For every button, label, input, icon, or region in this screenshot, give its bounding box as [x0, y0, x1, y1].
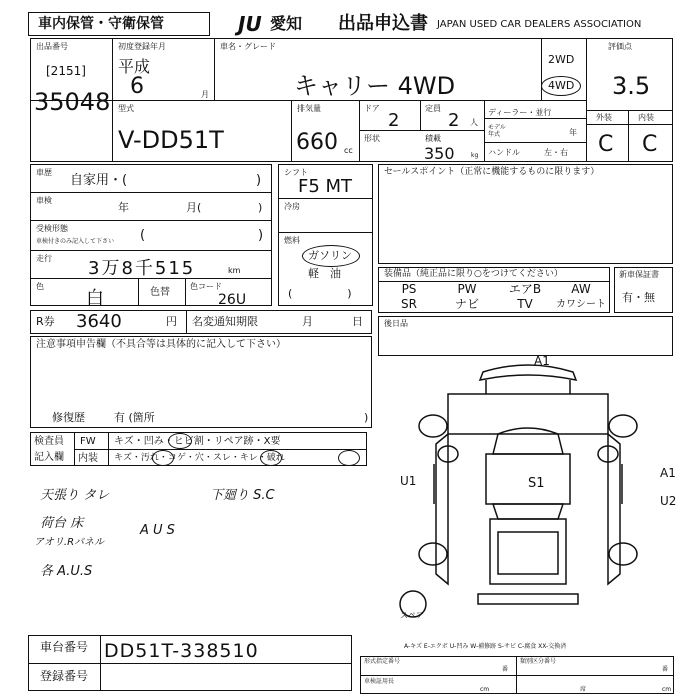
history-close: ) — [256, 173, 262, 188]
handle-label: ハンドル — [488, 148, 520, 157]
equip-aw: AW — [571, 282, 591, 296]
mark-center: S1 — [528, 476, 545, 491]
tax-day: 日 — [352, 315, 363, 328]
equip-ps: PS — [401, 282, 417, 296]
fuel-diesel: 軽 油 — [308, 267, 341, 280]
displacement-unit: cc — [344, 146, 353, 155]
capacity-value: 2 — [448, 110, 460, 131]
cert-cm-1: cm — [480, 686, 490, 693]
damage-legend: A-キズ E-エクボ U-凹み W-補修跡 S-サビ C-腐食 XX-交換済 — [404, 643, 567, 650]
note-gate: アオリ.Rパネル — [34, 537, 105, 548]
exterior-label: 外装 — [596, 113, 612, 122]
drive-4wd: 4WD — [548, 79, 575, 92]
first-reg-label: 初度登録年月 — [118, 42, 166, 51]
type-number-mark: 番 — [502, 666, 509, 673]
equip-leather-seat: カワシート — [556, 299, 606, 310]
mark-left: U1 — [400, 474, 417, 488]
mileage-value: 3万8千515 — [88, 258, 196, 279]
type-number-label: 形式指定番号 — [364, 658, 401, 665]
org-name: 愛知 — [270, 14, 303, 33]
inspection-form-open: ( — [140, 228, 146, 243]
car-name-label: 車名・グレード — [220, 42, 276, 51]
spare-label: スペア — [400, 611, 424, 620]
rating-value: 3.5 — [612, 72, 651, 100]
inspector-fw: FW — [80, 436, 96, 447]
interior-value: C — [642, 132, 658, 157]
inspection-close: ) — [258, 201, 263, 214]
dealer-label: ディーラー・並行 — [488, 108, 552, 117]
lot-number-label: 出品番号 — [36, 42, 68, 51]
inspector-row1: キズ・凹み・ヒビ割・リペア跡・X要 — [114, 436, 281, 447]
cert-length-label: 車検証用長 — [364, 678, 395, 685]
warranty-value: 有・無 — [622, 291, 655, 304]
capacity-unit: 人 — [470, 118, 478, 127]
exterior-value: C — [598, 132, 614, 157]
first-reg-month: 月 — [201, 90, 209, 99]
lot-bracket: [2151] — [46, 64, 86, 78]
rating-label: 評価点 — [608, 42, 632, 51]
cert-seat: 席 — [580, 686, 587, 693]
drive-4wd-circle — [541, 76, 581, 96]
fuel-other: ( ) — [288, 287, 352, 300]
note-aus: A U S — [140, 523, 175, 538]
inspection-year: 年 — [118, 201, 129, 214]
fuel-label: 燃料 — [284, 236, 300, 245]
form-title: 出品申込書 — [338, 13, 428, 34]
inspection-month: 月( — [186, 201, 202, 214]
equip-tv: TV — [517, 297, 533, 311]
history-value: 自家用・( — [70, 173, 128, 188]
model-year-suffix: 年 — [569, 128, 577, 137]
warranty-label: 新車保証書 — [619, 270, 659, 279]
inspector-label: 検査員 — [34, 436, 64, 447]
color-code-value: 26U — [218, 292, 247, 308]
drive-2wd: 2WD — [548, 53, 575, 66]
rear-box — [378, 316, 673, 356]
cert-cm-2: cm — [662, 686, 672, 693]
shift-label: シフト — [284, 168, 308, 177]
inspector-row2: キズ・汚れ・コゲ・穴・スレ・キレ・破れ — [114, 453, 285, 463]
recycle-value: 3640 — [76, 311, 122, 332]
repair-close: ) — [364, 411, 369, 424]
inspection-form-note: 車検付きのみ記入して下さい — [36, 238, 115, 245]
class-number-mark: 番 — [662, 666, 669, 673]
color-label: 色 — [36, 282, 44, 291]
class-number-label: 類別区分番号 — [520, 658, 557, 665]
load-value: 350 — [424, 144, 455, 163]
fuel-gasoline-circle — [302, 245, 360, 267]
load-label: 積載 — [425, 134, 441, 143]
ju-logo: JU — [238, 12, 262, 36]
mark-right-1: A1 — [660, 466, 676, 480]
repair-label: 修復歴 — [52, 411, 85, 424]
equip-pw: PW — [457, 282, 477, 296]
association-name: JAPAN USED CAR DEALERS ASSOCIATION — [437, 19, 642, 30]
history-label: 車歴 — [36, 168, 52, 177]
inspection-form-label: 受検形態 — [36, 224, 68, 233]
equipment-label: 装備品（純正品に限り○をつけてください） — [384, 269, 563, 279]
first-reg-year: 6 — [130, 74, 144, 99]
recycle-label: R券 — [36, 315, 55, 328]
notes-label: 注意事項申告欄（不具合等は具体的に記入して下さい） — [36, 339, 286, 350]
sales-point-box — [378, 164, 673, 264]
color-change-label: 色替 — [150, 287, 170, 298]
color-value: 白 — [86, 288, 104, 309]
inspector-label2: 記入欄 — [34, 452, 64, 463]
tax-label: 名変通知期限 — [192, 315, 258, 328]
mark-top: A1 — [534, 354, 550, 368]
tax-month: 月 — [302, 315, 313, 328]
shape-label: 形状 — [364, 134, 380, 143]
first-reg-era: 平成 — [118, 57, 151, 76]
dent-circle — [168, 433, 192, 449]
model-label: 型式 — [118, 104, 134, 113]
interior-label: 内装 — [638, 113, 654, 122]
sales-point-label: セールスポイント（正常に機能するものに限ります） — [384, 167, 600, 177]
car-name-value: キャリー 4WD — [294, 72, 456, 100]
displacement-value: 660 — [296, 130, 338, 155]
mileage-label: 走行 — [36, 254, 52, 263]
note-bed: 荷台 床 — [40, 516, 84, 531]
mileage-unit: km — [228, 266, 241, 275]
model-year-label: モデル年式 — [488, 124, 506, 138]
equip-sr: SR — [401, 297, 417, 311]
note-each: 各 A.U.S — [40, 564, 93, 579]
doors-value: 2 — [388, 110, 400, 131]
capacity-label: 定員 — [425, 104, 441, 113]
tear-circle — [338, 450, 360, 466]
rear-label: 後日品 — [384, 319, 408, 328]
handle-options: 左・右 — [544, 148, 568, 157]
inspection-label: 車検 — [36, 196, 52, 205]
fuel-gasoline: ガソリン — [308, 249, 352, 262]
storage-label: 車内保管・守衛保管 — [38, 16, 164, 32]
equip-airbag: エアB — [508, 282, 542, 296]
repair-value: 有 (箇所 — [114, 411, 155, 424]
equip-navi: ナビ — [454, 297, 479, 311]
doors-label: ドア — [364, 104, 380, 113]
registration-label: 登録番号 — [40, 669, 89, 683]
chassis-value: DD51T-338510 — [104, 640, 259, 662]
cooler-label: 冷房 — [284, 202, 300, 211]
mark-right-2: U2 — [660, 494, 677, 508]
note-underbody: 下廻り S.C — [210, 488, 275, 503]
lot-number: 35048 — [34, 88, 111, 116]
load-unit: kg — [471, 152, 479, 159]
car-diagram — [378, 354, 678, 634]
detail-grid — [30, 164, 272, 306]
recycle-unit: 円 — [166, 315, 177, 328]
model-value: V-DD51T — [118, 126, 224, 154]
dirt-circle — [152, 450, 174, 466]
inspection-form-close: ) — [258, 228, 264, 243]
wear-circle — [260, 450, 282, 466]
color-code-label: 色コード — [190, 282, 222, 291]
note-ceiling: 天張り タレ — [40, 488, 110, 503]
displacement-label: 排気量 — [297, 104, 321, 113]
inspector-interior: 内装 — [78, 453, 98, 464]
chassis-label: 車台番号 — [40, 640, 89, 654]
shift-value: F5 MT — [298, 176, 353, 197]
